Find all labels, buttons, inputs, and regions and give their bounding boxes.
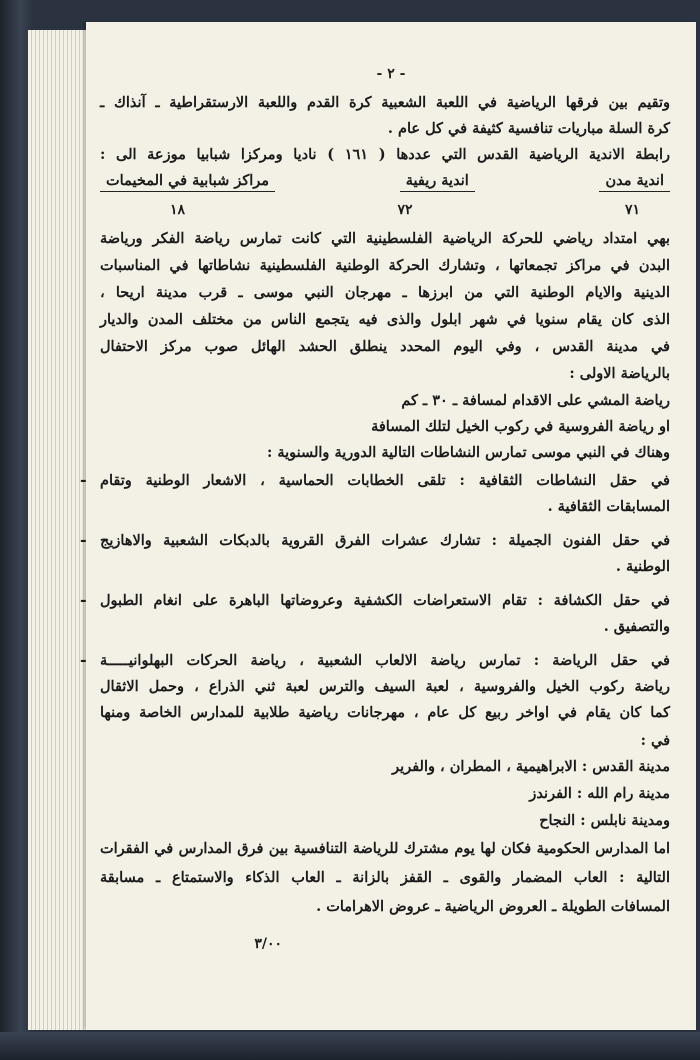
school-jerusalem: مدينة القدس : الابراهيمية ، المطران ، والفرير [392,758,670,775]
paragraph-line-3: الدينية والايام الوطنية التي من ابرزها ـ مهرجان النبي موسى ـ قرب مدينة اريحا ، [100,284,670,301]
sport-horse-riding: او رياضة الفروسية في ركوب الخيل لتلك المسافة [371,418,670,435]
activity-sports-line-1: في حقل الرياضة : تمارس رياضة الالعاب الشعبية ، رياضة الحركات البهلوانيـــــة [100,652,670,669]
activity-scouting-line-2: والتصفيق . [603,618,670,635]
bullet-dash: - [80,650,87,669]
stat-value-camps: ١٨ [170,202,186,218]
paragraph-line-6: بالرياضة الاولى : [569,365,670,382]
stat-value-cities: ٧١ [624,202,640,218]
activity-scouting-line-1: في حقل الكشافة : تقام الاستعراضات الكشفية وعروضاتها الباهرة على انغام الطبول [100,592,670,609]
activity-sports-line-2: رياضة ركوب الخيل والفروسية ، لعبة السيف والترس لعبة ثني الذراع ، وحمل الاثقال [100,678,670,695]
closing-line-3: المسافات الطويلة ـ العروض الرياضية ـ عروض الاهرامات . [316,898,670,915]
activity-arts-line-2: الوطنية . [615,558,670,575]
activity-cultural-line-1: في حقل النشاطات الثقافية : تلقى الخطابات الحماسية ، الاشعار الوطنية وتقام [100,472,670,489]
stat-heading-cities: اندية مدن [599,172,670,192]
paragraph-line-1: بهي امتداد رياضي للحركة الرياضية الفلسطينية التي كانت تمارس رياضة الفكر ورياضة [100,230,670,247]
document-page [80,22,696,1030]
stat-value-rural: ٧٢ [397,202,413,218]
paragraph-line-4: الذى كان يقام سنويا في شهر ابلول والذى فيه يتجمع الناس من مختلف المدن والديار [100,311,670,328]
stats-headings-row [100,172,670,192]
paragraph-line-5: في مدينة القدس ، وفي اليوم المحدد ينطلق الحشد الهائل صوب مركز الاحتفال [100,338,670,355]
activity-sports-line-4: في : [640,732,670,749]
intro-line-1: وتقيم بين فرقها الرياضية في اللعبة الشعبية كرة القدم واللعبة الارستقراطية ـ آنذاك ـ [100,94,670,111]
activity-arts-line-1: في حقل الفنون الجميلة : تشارك عشرات الفرق القروية بالدبكات الشعبية والاهازيج [100,532,670,549]
school-nablus: ومدينة نابلس : النجاح [539,812,670,829]
binder-bottom-edge [0,1032,700,1060]
intro-line-2: كرة السلة مباريات تنافسية كثيفة في كل عام . [387,120,670,137]
stat-heading-camps: مراكز شبابية في المخيمات [100,172,275,192]
closing-line-2: التالية : العاب المضمار والقوى ـ القفز بالزانة ـ العاب الذكاء والاستمتاع ـ مسابقة [100,869,670,886]
page-content [80,22,696,1030]
stats-values-row [100,202,670,218]
sport-walking: رياضة المشي على الاقدام لمسافة ـ ٣٠ ـ كم [401,392,670,409]
activities-intro: وهناك في النبي موسى تمارس النشاطات التالية الدورية والسنوية : [266,444,670,461]
footer-code: ٣/٠٠ [254,936,282,952]
paragraph-line-2: البدن في مراكز تجمعاتها ، وتشارك الحركة الوطنية الفلسطينية نشاطاتها في المناسبات [100,257,670,274]
bullet-dash: - [80,590,87,609]
page-number: - ٢ - [376,66,406,82]
stat-heading-rural: اندية ريفية [400,172,475,192]
school-ramallah: مدينة رام الله : الفرندز [529,785,670,802]
activity-sports-line-3: كما كان يقام في اواخر ربيع كل عام ، مهرجانات رياضية طلابية للمدارس الخاصة ومنها [100,704,670,721]
closing-line-1: اما المدارس الحكومية فكان لها يوم مشترك للرياضة التنافسية بين فرق المدارس في الفقرات [100,840,670,857]
bullet-dash: - [80,470,87,489]
bullet-dash: - [80,530,87,549]
intro-line-3: رابطة الاندية الرياضية القدس التي عددها ( ١٦١ ) ناديا ومركزا شبابيا موزعة الى : [100,146,670,163]
activity-cultural-line-2: المسابقات الثقافية . [547,498,670,515]
